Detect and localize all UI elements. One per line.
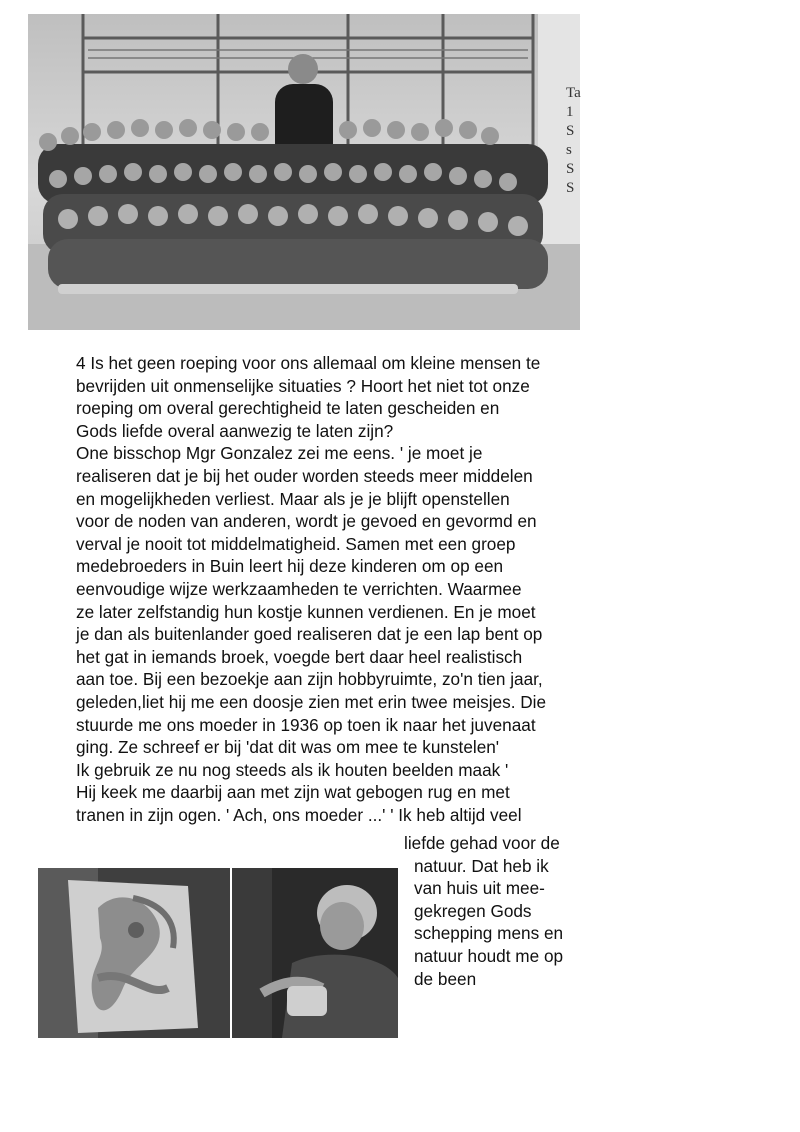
side-line: de been <box>414 968 477 989</box>
body-line: tranen in zijn ogen. ' Ach, ons moeder ...' ' Ik heb altijd veel <box>76 804 522 825</box>
body-line: Ik gebruik ze nu nog steeds als ik houten beelden maak ' <box>76 759 509 780</box>
body-line: ging. Ze schreef er bij 'dat dit was om mee te kunstelen' <box>76 737 500 758</box>
body-line: verval je nooit tot middelmatigheid. Samen met een groep <box>76 533 516 554</box>
body-line: roeping om overal gerechtigheid te laten gescheiden en <box>76 398 500 419</box>
sculptor-drawing <box>232 868 398 1038</box>
body-line: One bisschop Mgr Gonzalez zei me eens. ' je moet je <box>76 443 483 464</box>
body-line: Hij keek me daarbij aan met zijn wat gebogen rug en met <box>76 782 510 803</box>
body-line: bevrijden uit onmenselijke situaties ? Hoort het niet tot onze <box>76 375 530 396</box>
body-line: ze later zelfstandig hun kostje kunnen verdienen. En je moet <box>76 601 536 622</box>
caption-fragment: S <box>566 123 575 139</box>
body-line: realiseren dat je bij het ouder worden steeds meer middelen <box>76 465 533 486</box>
sculptor-photo <box>232 868 398 1038</box>
body-line: en mogelijkheden verliest. Maar als je je blijft openstellen <box>76 488 510 509</box>
caption-fragment: S <box>566 180 575 196</box>
body-line: medebroeders in Buin leert hij deze kinderen om op een <box>76 556 504 577</box>
side-line: schepping mens en <box>414 923 564 944</box>
body-line: het gat in iemands broek, voegde bert daar heel realistisch <box>76 646 523 667</box>
group-photo <box>28 14 580 330</box>
body-text <box>76 352 606 826</box>
caption-fragment: s <box>566 142 572 158</box>
group-photo-drawing <box>28 14 580 330</box>
side-text <box>404 832 563 990</box>
side-line: natuur houdt me op <box>414 945 564 966</box>
body-line: 4 Is het geen roeping voor ons allemaal om kleine mensen te <box>76 353 541 373</box>
cropped-caption <box>566 84 586 198</box>
body-line: Gods liefde overal aanwezig te laten zijn? <box>76 420 394 441</box>
wood-carving-drawing <box>38 868 230 1038</box>
body-line: voor de noden van anderen, wordt je gevoed en gevormd en <box>76 511 537 532</box>
side-line: natuur. Dat heb ik <box>414 855 549 876</box>
caption-fragment: Ta <box>566 85 581 101</box>
side-line: gekregen Gods <box>414 900 532 921</box>
side-line: liefde gehad voor de <box>404 833 560 853</box>
caption-fragment: 1 <box>566 104 574 120</box>
side-line: van huis uit mee- <box>414 878 545 899</box>
body-line: je dan als buitenlander goed realiseren dat je een lap bent op <box>76 624 543 645</box>
body-line: geleden,liet hij me een doosje zien met erin twee meisjes. Die <box>76 691 547 712</box>
body-line: eenvoudige wijze werkzaamheden te verrichten. Waarmee <box>76 578 522 599</box>
body-line: aan toe. Bij een bezoekje aan zijn hobbyruimte, zo'n tien jaar, <box>76 669 543 690</box>
caption-fragment: S <box>566 161 575 177</box>
wood-carving-photo <box>38 868 230 1038</box>
body-line: stuurde me ons moeder in 1936 op toen ik naar het juvenaat <box>76 714 536 735</box>
